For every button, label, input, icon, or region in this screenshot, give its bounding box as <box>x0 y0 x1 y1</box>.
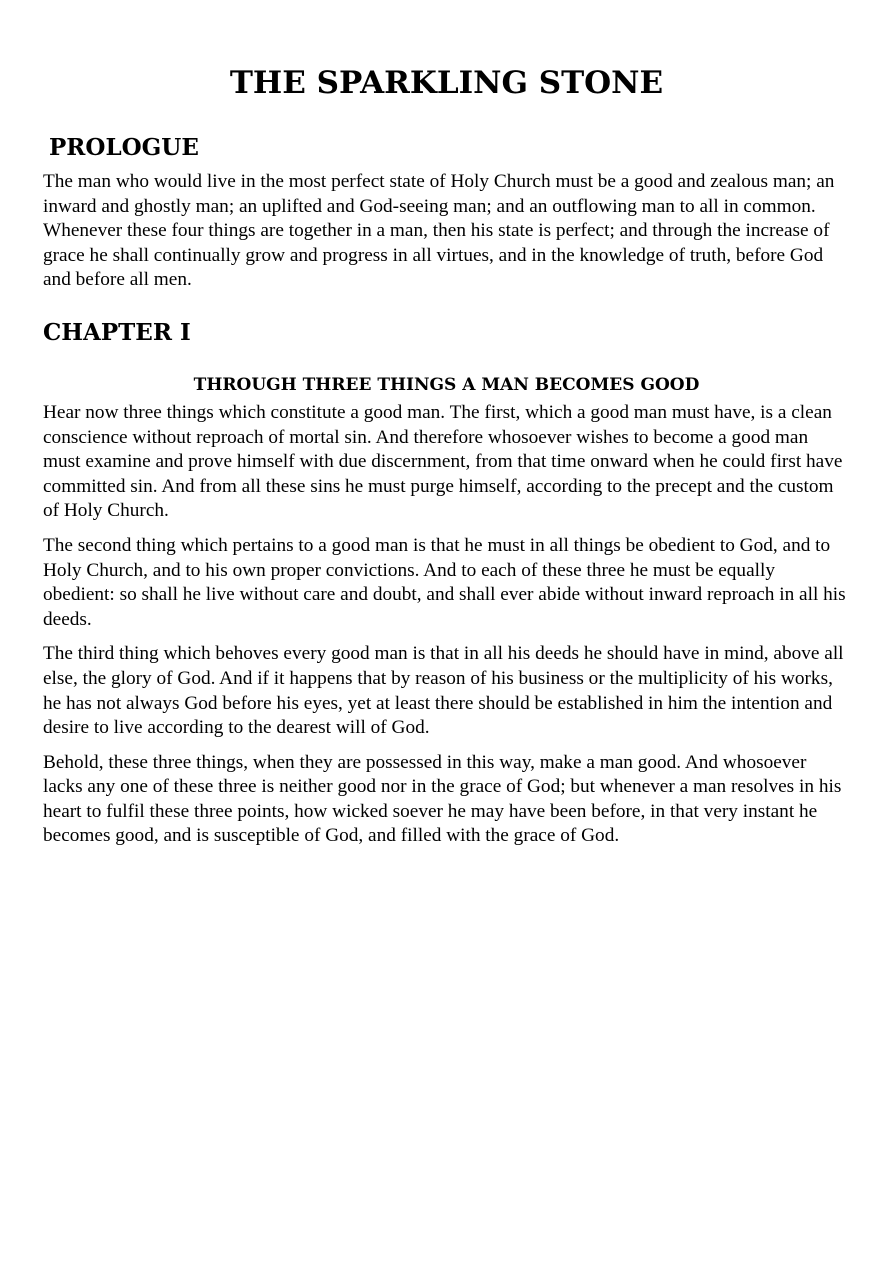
chapter-subtitle: THROUGH THREE THINGS A MAN BECOMES GOOD <box>193 374 700 395</box>
prologue-heading: PROLOGUE <box>49 134 199 161</box>
chapter-paragraph-4: Behold, these three things, when they are possessed in this way, make a man good. And whosoever lacks any one of these three is neither good nor in the grace of God; but whenever a man resolves in his heart to fulfil these three points, how wicked soever he may have been before, in that very instant he becomes good, and is susceptible of God, and filled with the grace of God. <box>43 751 842 847</box>
chapter-paragraph-2: The second thing which pertains to a good man is that he must in all things be obedient to God, and to Holy Church, and to his own proper convictions. And to each of these three he must be equally obedient: so shall he live without care and doubt, and shall ever abide without inward reproach in all his deeds. <box>43 534 846 630</box>
document-page <box>43 0 850 849</box>
chapter-paragraph-3: The third thing which behoves every good man is that in all his deeds he should have in mind, above all else, the glory of God. And if it happens that by reason of his business or the multiplicity of his works, he has not always God before his eyes, yet at least there should be established in him the intention and desire to live according to the dearest will of God. <box>43 643 844 739</box>
prologue-paragraph: The man who would live in the most perfect state of Holy Church must be a good and zealous man; an inward and ghostly man; an uplifted and God-seeing man; and an outflowing man to all in common. Whenever these four things are together in a man, then his state is perfect; and through the increase of grace he shall continually grow and progress in all virtues, and in the knowledge of truth, before God and before all men. <box>43 171 835 291</box>
chapter-paragraph-1: Hear now three things which constitute a good man. The first, which a good man must have, is a clean conscience without reproach of mortal sin. And therefore whosoever wishes to become a good man must examine and prove himself with due discernment, from that time onward when he could first have committed sin. And from all these sins he must purge himself, according to the precept and the custom of Holy Church. <box>43 401 843 522</box>
document-title: THE SPARKLING STONE <box>229 65 664 101</box>
chapter-heading: CHAPTER I <box>43 318 191 346</box>
